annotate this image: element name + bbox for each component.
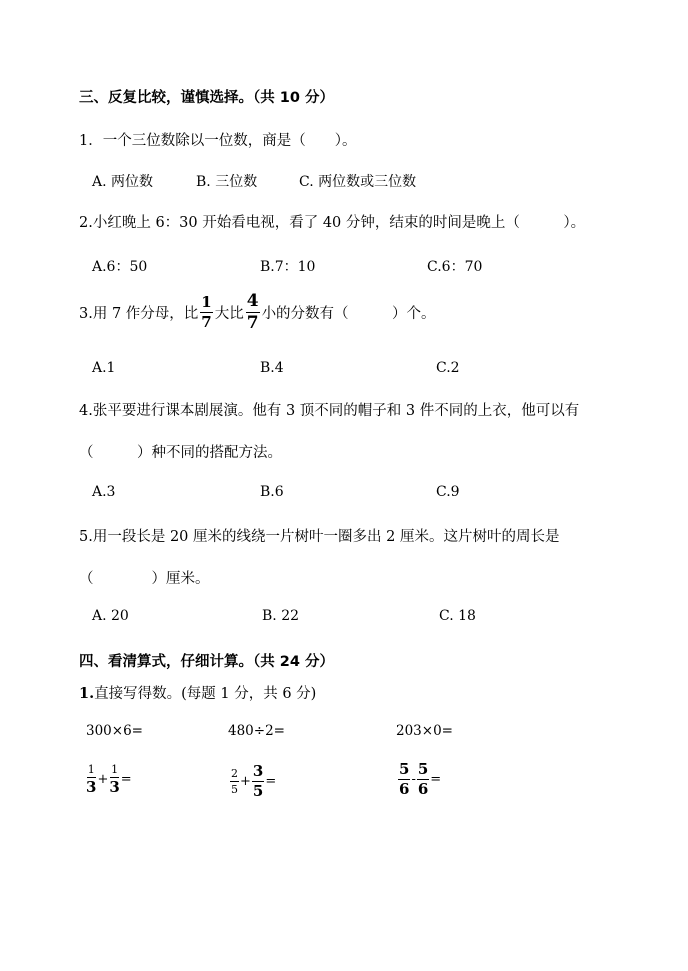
calc-6-frac-2 xyxy=(417,762,429,797)
question-5-line-1: 5.用一段长是 20 厘米的线绕一片树叶一圈多出 2 厘米。这片树叶的周长是 xyxy=(79,529,560,545)
calc-6-frac-1 xyxy=(398,762,410,797)
q3-text-mid: 大比 xyxy=(214,306,244,322)
question-4-line-2: （ ）种不同的搭配方法。 xyxy=(79,445,282,461)
calc-item-2: 480÷2= xyxy=(228,723,285,739)
calc-4-equals: = xyxy=(120,772,132,787)
q5-option-a: A. 20 xyxy=(92,608,129,624)
calc-5-operator: + xyxy=(240,774,251,789)
calc-4-frac-2-den: 3 xyxy=(109,778,120,796)
question-4-line-1: 4.张平要进行课本剧展演。他有 3 顶不同的帽子和 3 件不同的上衣，他可以有 xyxy=(79,403,580,419)
question-5-line-2: （ ）厘米。 xyxy=(79,571,210,587)
section-4-heading: 四、看清算式，仔细计算。（共 24 分） xyxy=(79,654,335,670)
calc-6-equals: = xyxy=(430,772,442,787)
calc-4-frac-2-num: 1 xyxy=(111,763,119,776)
subsection-1-label: 1. xyxy=(79,685,95,702)
calc-5-frac-1-num: 2 xyxy=(231,767,238,780)
q1-option-b: B. 三位数 xyxy=(196,174,258,190)
calc-item-1: 300×6= xyxy=(86,723,143,739)
calc-item-6 xyxy=(398,762,442,797)
q4-option-c: C.9 xyxy=(436,484,460,500)
calc-6-frac-2-den: 6 xyxy=(417,780,429,798)
calc-5-frac-2-num: 3 xyxy=(252,762,264,780)
q5-option-c: C. 18 xyxy=(439,608,476,624)
calc-4-frac-1 xyxy=(86,764,96,795)
q2-option-b: B.7：10 xyxy=(260,259,316,275)
calc-4-frac-2 xyxy=(109,764,119,795)
question-2: 2.小红晚上 6：30 开始看电视，看了 40 分钟，结束的时间是晚上（ ）。 xyxy=(79,215,586,231)
calc-6-frac-1-den: 6 xyxy=(399,780,410,798)
calc-6-frac-2-num: 5 xyxy=(417,760,429,778)
q3-option-a: A.1 xyxy=(92,360,116,376)
question-1: 1．一个三位数除以一位数，商是（ ）。 xyxy=(79,133,357,149)
subsection-1-text: 直接写得数。(每题 1 分，共 6 分) xyxy=(94,686,317,702)
q3-fraction-2 xyxy=(246,293,260,332)
calc-4-operator: + xyxy=(97,772,109,787)
q4-option-b: B.6 xyxy=(260,484,284,500)
calc-4-frac-1-num: 1 xyxy=(87,763,95,776)
calc-6-operator: - xyxy=(411,772,416,787)
q3-fraction-2-den: 7 xyxy=(246,313,259,333)
q1-option-a: A. 两位数 xyxy=(92,174,154,190)
q2-option-a: A.6：50 xyxy=(92,259,148,275)
question-3 xyxy=(79,293,436,332)
calc-5-frac-1 xyxy=(230,768,239,795)
q4-option-a: A.3 xyxy=(92,484,116,500)
q5-option-b: B. 22 xyxy=(262,608,300,624)
q3-fraction-1 xyxy=(200,295,212,330)
calc-5-frac-2 xyxy=(252,764,264,799)
calc-item-5 xyxy=(230,764,277,799)
calc-item-3: 203×0= xyxy=(396,723,453,739)
q3-option-b: B.4 xyxy=(260,360,284,376)
section-3-heading: 三、反复比较，谨慎选择。（共 10 分） xyxy=(79,90,335,106)
q3-option-c: C.2 xyxy=(436,360,460,376)
calc-5-equals: = xyxy=(265,774,277,789)
q3-fraction-2-num: 4 xyxy=(246,291,259,311)
calc-5-frac-2-den: 5 xyxy=(252,782,264,800)
q2-option-c: C.6：70 xyxy=(427,259,483,275)
calc-item-4 xyxy=(86,764,133,795)
q3-fraction-1-num: 1 xyxy=(201,293,212,311)
calc-4-frac-1-den: 3 xyxy=(86,778,97,796)
q3-text-post: 小的分数有（ ）个。 xyxy=(261,306,436,322)
subsection-1 xyxy=(79,682,316,703)
q3-fraction-1-den: 7 xyxy=(201,313,212,331)
calc-5-frac-1-den: 5 xyxy=(231,783,238,796)
q3-text-pre: 3.用 7 作分母，比 xyxy=(79,306,199,322)
q1-option-c: C. 两位数或三位数 xyxy=(299,174,417,190)
calc-6-frac-1-num: 5 xyxy=(399,760,410,778)
